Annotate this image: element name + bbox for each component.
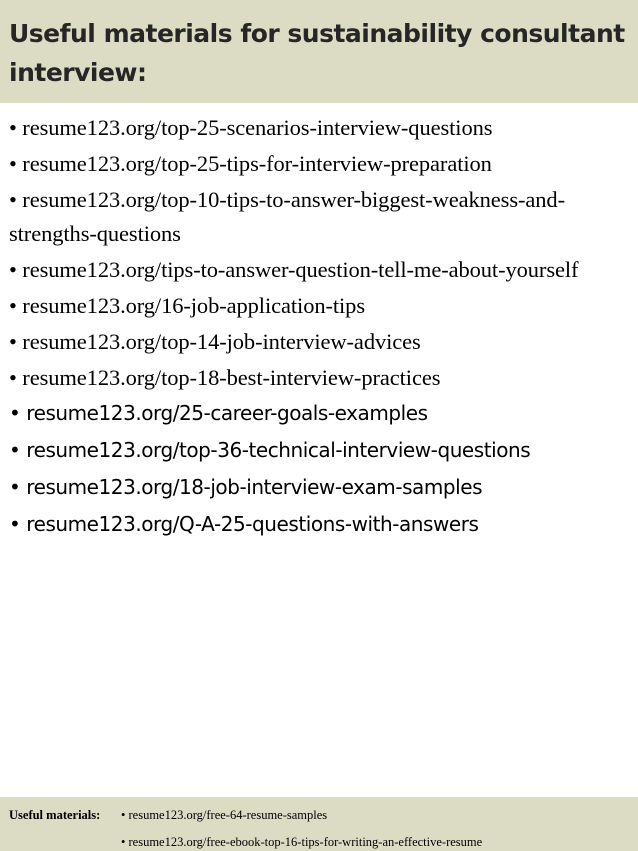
list-item[interactable]: • resume123.org/18-job-interview-exam-samples	[9, 475, 483, 499]
list-item[interactable]: • resume123.org/Q-A-25-questions-with-answers	[9, 512, 479, 536]
footer-links	[121, 806, 482, 851]
list-item[interactable]: • resume123.org/top-25-scenarios-interview-questions	[9, 115, 493, 140]
list-item[interactable]: • resume123.org/top-14-job-interview-advices	[9, 329, 421, 354]
list-item[interactable]: • resume123.org/25-career-goals-examples	[9, 401, 428, 425]
list-item[interactable]: • resume123.org/top-10-tips-to-answer-biggest-weakness-and-strengths-questions	[9, 187, 565, 246]
list-item[interactable]: • resume123.org/16-job-application-tips	[9, 293, 365, 318]
footer-link[interactable]: • resume123.org/free-ebook-top-16-tips-for-writing-an-effective-resume	[121, 835, 483, 849]
list-item[interactable]: • resume123.org/tips-to-answer-question-tell-me-about-yourself	[9, 257, 579, 282]
list-item[interactable]: • resume123.org/top-18-best-interview-practices	[9, 365, 441, 390]
materials-list	[9, 111, 631, 545]
list-item[interactable]: • resume123.org/top-25-tips-for-interview-preparation	[9, 151, 492, 176]
footer-label: Useful materials:	[9, 808, 101, 822]
page-title: Useful materials for sustainability consultant interview:	[9, 19, 625, 87]
footer-link[interactable]: • resume123.org/free-64-resume-samples	[121, 808, 328, 822]
list-item[interactable]: • resume123.org/top-36-technical-interview-questions	[9, 438, 531, 462]
